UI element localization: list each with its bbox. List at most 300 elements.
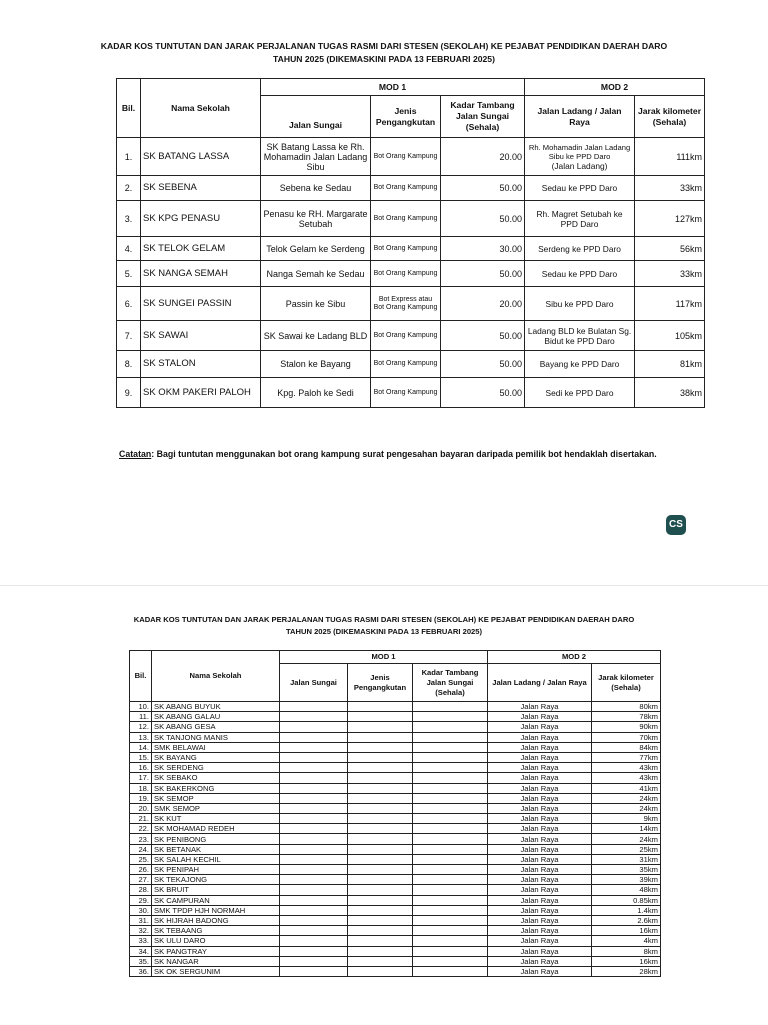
row-bil: 8. bbox=[117, 351, 141, 378]
row-jalan-sungai: Kpg. Paloh ke Sedi bbox=[261, 378, 371, 408]
p2-header-jalan-sungai: Jalan Sungai bbox=[280, 664, 348, 702]
p2-header-nama-sekolah: Nama Sekolah bbox=[152, 651, 280, 702]
row-jarak: 14km bbox=[592, 824, 661, 834]
row-nama-sekolah: SMK SEMOP bbox=[152, 803, 280, 813]
row-bil: 35. bbox=[130, 956, 152, 966]
row-jalan-sungai bbox=[280, 773, 348, 783]
row-bil: 28. bbox=[130, 885, 152, 895]
row-kadar-tambang bbox=[413, 752, 488, 762]
row-jalan-sungai bbox=[280, 885, 348, 895]
row-bil: 13. bbox=[130, 732, 152, 742]
row-jarak: 43km bbox=[592, 773, 661, 783]
row-bil: 31. bbox=[130, 915, 152, 925]
row-jenis-pengangkutan bbox=[348, 742, 413, 752]
row-bil: 15. bbox=[130, 752, 152, 762]
row-jalan-sungai bbox=[280, 752, 348, 762]
row-bil: 23. bbox=[130, 834, 152, 844]
row-kadar-tambang bbox=[413, 875, 488, 885]
row-jalan-sungai: Sebena ke Sedau bbox=[261, 176, 371, 201]
row-kadar-tambang bbox=[413, 814, 488, 824]
row-jalan-ladang: Jalan Raya bbox=[488, 875, 592, 885]
row-jenis-pengangkutan bbox=[348, 824, 413, 834]
row-jalan-sungai: Nanga Semah ke Sedau bbox=[261, 261, 371, 287]
table-row bbox=[130, 763, 661, 773]
row-nama-sekolah: SK BETANAK bbox=[152, 844, 280, 854]
row-nama-sekolah: SK ABANG GESA bbox=[152, 722, 280, 732]
row-jalan-sungai bbox=[280, 702, 348, 712]
row-jalan-ladang-route: Serdeng ke PPD Daro bbox=[538, 243, 621, 254]
row-jarak: 90km bbox=[592, 722, 661, 732]
row-jenis-pengangkutan: Bot Orang Kampung bbox=[371, 378, 441, 408]
row-nama-sekolah: SK PENIBONG bbox=[152, 834, 280, 844]
row-nama-sekolah: SK BRUIT bbox=[152, 885, 280, 895]
table-row bbox=[117, 321, 705, 351]
row-bil: 1. bbox=[117, 138, 141, 176]
row-jalan-ladang: Jalan Raya bbox=[488, 732, 592, 742]
row-kadar-tambang bbox=[413, 793, 488, 803]
row-jarak: 28km bbox=[592, 966, 661, 976]
row-jalan-ladang: Jalan Raya bbox=[488, 915, 592, 925]
header-jenis-pengangkutan: Jenis Pengangkutan bbox=[371, 96, 441, 138]
row-kadar-tambang: 20.00 bbox=[441, 138, 525, 176]
row-jarak: 4km bbox=[592, 936, 661, 946]
row-jalan-ladang: Jalan Raya bbox=[488, 834, 592, 844]
row-kadar-tambang bbox=[413, 803, 488, 813]
row-jalan-ladang-route: Ladang BLD ke Bulatan Sg. Bidut ke PPD Daro bbox=[527, 325, 632, 346]
row-jalan-sungai bbox=[280, 926, 348, 936]
row-jalan-ladang bbox=[525, 378, 635, 408]
row-kadar-tambang: 50.00 bbox=[441, 261, 525, 287]
row-jarak: 38km bbox=[635, 378, 705, 408]
row-jalan-sungai: SK Sawai ke Ladang BLD bbox=[261, 321, 371, 351]
row-jalan-ladang: Jalan Raya bbox=[488, 926, 592, 936]
row-bil: 14. bbox=[130, 742, 152, 752]
row-bil: 9. bbox=[117, 378, 141, 408]
row-bil: 34. bbox=[130, 946, 152, 956]
p2-header-jalan-ladang: Jalan Ladang / Jalan Raya bbox=[488, 664, 592, 702]
row-kadar-tambang bbox=[413, 763, 488, 773]
row-jalan-ladang bbox=[525, 261, 635, 287]
header-mod-2: MOD 2 bbox=[525, 79, 705, 96]
table-row bbox=[130, 875, 661, 885]
row-nama-sekolah: SK SUNGEI PASSIN bbox=[141, 287, 261, 321]
row-jalan-ladang bbox=[525, 287, 635, 321]
row-jenis-pengangkutan bbox=[348, 783, 413, 793]
row-jalan-ladang: Jalan Raya bbox=[488, 712, 592, 722]
row-jalan-ladang-route: Bayang ke PPD Daro bbox=[539, 359, 620, 369]
row-jalan-ladang: Jalan Raya bbox=[488, 824, 592, 834]
row-nama-sekolah: SK NANGA SEMAH bbox=[141, 261, 261, 287]
table-row bbox=[117, 138, 705, 176]
p2-header-jenis-pengangkutan: Jenis Pengangkutan bbox=[348, 664, 413, 702]
table-row bbox=[117, 261, 705, 287]
row-jalan-sungai bbox=[280, 763, 348, 773]
header-mod-1: MOD 1 bbox=[261, 79, 525, 96]
header-jarak: Jarak kilometer (Sehala) bbox=[635, 96, 705, 138]
row-nama-sekolah: SMK TPDP HJH NORMAH bbox=[152, 905, 280, 915]
row-jalan-ladang: Jalan Raya bbox=[488, 946, 592, 956]
row-jarak: 77km bbox=[592, 752, 661, 762]
row-kadar-tambang bbox=[413, 865, 488, 875]
row-nama-sekolah: SK TEKAJONG bbox=[152, 875, 280, 885]
row-jalan-sungai bbox=[280, 722, 348, 732]
row-nama-sekolah: SK KPG PENASU bbox=[141, 201, 261, 237]
row-jalan-ladang: Jalan Raya bbox=[488, 763, 592, 773]
row-jenis-pengangkutan bbox=[348, 834, 413, 844]
row-bil: 19. bbox=[130, 793, 152, 803]
row-jenis-pengangkutan bbox=[348, 722, 413, 732]
row-jalan-ladang: Jalan Raya bbox=[488, 905, 592, 915]
p2-header-kadar-tambang: Kadar Tambang Jalan Sungai (Sehala) bbox=[413, 664, 488, 702]
row-nama-sekolah: SK SALAH KECHIL bbox=[152, 854, 280, 864]
row-jalan-ladang: Jalan Raya bbox=[488, 783, 592, 793]
row-jarak: 111km bbox=[635, 138, 705, 176]
table-row bbox=[130, 722, 661, 732]
row-bil: 22. bbox=[130, 824, 152, 834]
row-kadar-tambang bbox=[413, 915, 488, 925]
header-bil: Bil. bbox=[117, 79, 141, 138]
header-jalan-sungai: Jalan Sungai bbox=[261, 96, 371, 138]
row-kadar-tambang bbox=[413, 834, 488, 844]
note bbox=[119, 449, 657, 459]
row-jalan-sungai: Stalon ke Bayang bbox=[261, 351, 371, 378]
row-jarak: 80km bbox=[592, 702, 661, 712]
table-row bbox=[130, 844, 661, 854]
table-row bbox=[130, 702, 661, 712]
row-jarak: 1.4km bbox=[592, 905, 661, 915]
row-kadar-tambang bbox=[413, 783, 488, 793]
row-kadar-tambang bbox=[413, 732, 488, 742]
row-nama-sekolah: SK OK SERGUNIM bbox=[152, 966, 280, 976]
row-jenis-pengangkutan bbox=[348, 854, 413, 864]
row-jalan-sungai bbox=[280, 793, 348, 803]
row-jalan-sungai: Passin ke Sibu bbox=[261, 287, 371, 321]
row-jenis-pengangkutan bbox=[348, 814, 413, 824]
row-jalan-sungai: SK Batang Lassa ke Rh. Mohamadin Jalan Ladang Sibu bbox=[261, 138, 371, 176]
row-jenis-pengangkutan bbox=[348, 885, 413, 895]
row-nama-sekolah: SK TANJONG MANIS bbox=[152, 732, 280, 742]
row-bil: 26. bbox=[130, 865, 152, 875]
row-bil: 21. bbox=[130, 814, 152, 824]
table-row bbox=[130, 885, 661, 895]
page-2-title bbox=[0, 614, 768, 638]
row-jalan-ladang-route: Sedau ke PPD Daro bbox=[541, 183, 618, 193]
row-kadar-tambang: 50.00 bbox=[441, 378, 525, 408]
row-jalan-ladang: Jalan Raya bbox=[488, 702, 592, 712]
claims-table-mod bbox=[116, 78, 705, 408]
p2-header-jarak: Jarak kilometer (Sehala) bbox=[592, 664, 661, 702]
row-jalan-ladang: Jalan Raya bbox=[488, 865, 592, 875]
row-jalan-ladang: Jalan Raya bbox=[488, 885, 592, 895]
row-kadar-tambang: 50.00 bbox=[441, 176, 525, 201]
row-jenis-pengangkutan bbox=[348, 895, 413, 905]
row-jalan-ladang: Jalan Raya bbox=[488, 895, 592, 905]
row-jarak: 24km bbox=[592, 834, 661, 844]
row-jarak: 56km bbox=[635, 237, 705, 261]
table-row bbox=[130, 814, 661, 824]
row-jenis-pengangkutan: Bot Orang Kampung bbox=[371, 261, 441, 287]
row-bil: 32. bbox=[130, 926, 152, 936]
row-bil: 25. bbox=[130, 854, 152, 864]
row-kadar-tambang bbox=[413, 854, 488, 864]
row-jalan-ladang bbox=[525, 176, 635, 201]
table-row bbox=[130, 865, 661, 875]
note-text: : Bagi tuntutan menggunakan bot orang kampung surat pengesahan bayaran daripada pemilik bot hendaklah disertakan. bbox=[151, 449, 657, 459]
row-jarak: 35km bbox=[592, 865, 661, 875]
row-bil: 5. bbox=[117, 261, 141, 287]
row-jarak: 39km bbox=[592, 875, 661, 885]
title-line-1: KADAR KOS TUNTUTAN DAN JARAK PERJALANAN TUGAS RASMI DARI STESEN (SEKOLAH) KE PEJABAT PENDIDIKAN DAERAH DARO bbox=[100, 41, 668, 51]
table-row bbox=[130, 742, 661, 752]
row-nama-sekolah: SK TEBAANG bbox=[152, 926, 280, 936]
row-nama-sekolah: SK CAMPURAN bbox=[152, 895, 280, 905]
row-bil: 36. bbox=[130, 966, 152, 976]
table-row bbox=[130, 966, 661, 976]
row-jalan-ladang bbox=[525, 201, 635, 237]
row-kadar-tambang bbox=[413, 946, 488, 956]
table-row bbox=[117, 201, 705, 237]
row-kadar-tambang bbox=[413, 702, 488, 712]
table-row bbox=[130, 915, 661, 925]
row-jalan-ladang-route: Sibu ke PPD Daro bbox=[545, 298, 614, 309]
row-kadar-tambang bbox=[413, 966, 488, 976]
row-bil: 4. bbox=[117, 237, 141, 261]
row-jenis-pengangkutan: Bot Express atau Bot Orang Kampung bbox=[371, 287, 441, 321]
row-jenis-pengangkutan bbox=[348, 946, 413, 956]
row-bil: 17. bbox=[130, 773, 152, 783]
row-jarak: 127km bbox=[635, 201, 705, 237]
table-row bbox=[130, 926, 661, 936]
row-jarak: 16km bbox=[592, 956, 661, 966]
row-jalan-sungai bbox=[280, 854, 348, 864]
row-jalan-ladang-route: Rh. Magret Setubah ke PPD Daro bbox=[536, 208, 623, 229]
row-jenis-pengangkutan bbox=[348, 875, 413, 885]
row-bil: 20. bbox=[130, 803, 152, 813]
row-jalan-ladang: Jalan Raya bbox=[488, 814, 592, 824]
table-row bbox=[130, 936, 661, 946]
row-kadar-tambang bbox=[413, 722, 488, 732]
row-kadar-tambang bbox=[413, 905, 488, 915]
table-row bbox=[130, 895, 661, 905]
row-nama-sekolah: SK PANGTRAY bbox=[152, 946, 280, 956]
row-bil: 27. bbox=[130, 875, 152, 885]
row-jalan-ladang: Jalan Raya bbox=[488, 793, 592, 803]
row-jalan-ladang: Jalan Raya bbox=[488, 742, 592, 752]
row-jarak: 70km bbox=[592, 732, 661, 742]
row-jenis-pengangkutan: Bot Orang Kampung bbox=[371, 138, 441, 176]
row-jalan-sungai bbox=[280, 732, 348, 742]
row-kadar-tambang: 50.00 bbox=[441, 351, 525, 378]
header-nama-sekolah: Nama Sekolah bbox=[141, 79, 261, 138]
row-jalan-sungai bbox=[280, 936, 348, 946]
row-jarak: 24km bbox=[592, 793, 661, 803]
table-row bbox=[130, 824, 661, 834]
row-bil: 10. bbox=[130, 702, 152, 712]
row-jalan-sungai bbox=[280, 814, 348, 824]
row-jenis-pengangkutan: Bot Orang Kampung bbox=[371, 176, 441, 201]
row-jalan-ladang: Jalan Raya bbox=[488, 773, 592, 783]
document-page-2 bbox=[0, 585, 768, 1025]
row-nama-sekolah: SK KUT bbox=[152, 814, 280, 824]
row-bil: 33. bbox=[130, 936, 152, 946]
title-2-line-2: TAHUN 2025 (DIKEMASKINI PADA 13 FEBRUARI 2025) bbox=[285, 627, 483, 636]
p2-header-mod-1: MOD 1 bbox=[280, 651, 488, 664]
table-row bbox=[130, 834, 661, 844]
row-jarak: 25km bbox=[592, 844, 661, 854]
row-jenis-pengangkutan bbox=[348, 844, 413, 854]
row-jarak: 117km bbox=[635, 287, 705, 321]
table-row bbox=[117, 378, 705, 408]
row-nama-sekolah: SK STALON bbox=[141, 351, 261, 378]
row-jarak: 24km bbox=[592, 803, 661, 813]
row-jenis-pengangkutan bbox=[348, 732, 413, 742]
row-jenis-pengangkutan bbox=[348, 915, 413, 925]
table-row bbox=[130, 854, 661, 864]
row-nama-sekolah: SK NANGAR bbox=[152, 956, 280, 966]
camscanner-logo-icon: CS bbox=[666, 515, 686, 535]
row-nama-sekolah: SK MOHAMAD REDEH bbox=[152, 824, 280, 834]
row-kadar-tambang bbox=[413, 844, 488, 854]
row-jarak: 43km bbox=[592, 763, 661, 773]
row-jalan-ladang-route: Rh. Mohamadin Jalan Ladang Sibu ke PPD Daro bbox=[528, 142, 631, 161]
row-kadar-tambang bbox=[413, 824, 488, 834]
row-nama-sekolah: SK TELOK GELAM bbox=[141, 237, 261, 261]
table-row bbox=[117, 287, 705, 321]
row-jalan-sungai bbox=[280, 905, 348, 915]
row-jalan-sungai bbox=[280, 844, 348, 854]
row-jenis-pengangkutan: Bot Orang Kampung bbox=[371, 201, 441, 237]
row-jarak: 84km bbox=[592, 742, 661, 752]
row-jarak: 31km bbox=[592, 854, 661, 864]
row-nama-sekolah: SK BAKERKONG bbox=[152, 783, 280, 793]
row-jalan-sungai bbox=[280, 834, 348, 844]
row-jarak: 48km bbox=[592, 885, 661, 895]
row-jalan-ladang-extra: (Jalan Ladang) bbox=[551, 160, 608, 171]
title-line-2: TAHUN 2025 (DIKEMASKINI PADA 13 FEBRUARI 2025) bbox=[273, 54, 495, 64]
row-jenis-pengangkutan: Bot Orang Kampung bbox=[371, 321, 441, 351]
row-jenis-pengangkutan bbox=[348, 956, 413, 966]
row-jalan-ladang: Jalan Raya bbox=[488, 803, 592, 813]
row-bil: 30. bbox=[130, 905, 152, 915]
row-kadar-tambang bbox=[413, 742, 488, 752]
row-jalan-ladang: Jalan Raya bbox=[488, 854, 592, 864]
row-jalan-ladang-route: Sedi ke PPD Daro bbox=[545, 387, 614, 398]
row-jenis-pengangkutan bbox=[348, 905, 413, 915]
row-jalan-sungai bbox=[280, 803, 348, 813]
row-kadar-tambang bbox=[413, 895, 488, 905]
table-row bbox=[130, 752, 661, 762]
p2-header-mod-2: MOD 2 bbox=[488, 651, 661, 664]
title-2-line-1: KADAR KOS TUNTUTAN DAN JARAK PERJALANAN TUGAS RASMI DARI STESEN (SEKOLAH) KE PEJABAT PENDIDIKAN DAERAH DARO bbox=[133, 615, 635, 624]
row-jalan-sungai bbox=[280, 915, 348, 925]
row-kadar-tambang: 50.00 bbox=[441, 321, 525, 351]
row-bil: 16. bbox=[130, 763, 152, 773]
row-nama-sekolah: SK SEMOP bbox=[152, 793, 280, 803]
row-bil: 6. bbox=[117, 287, 141, 321]
claims-table-jalan-raya bbox=[129, 650, 661, 977]
row-nama-sekolah: SK SEBAKO bbox=[152, 773, 280, 783]
row-nama-sekolah: SMK BELAWAI bbox=[152, 742, 280, 752]
row-kadar-tambang bbox=[413, 712, 488, 722]
row-jarak: 78km bbox=[592, 712, 661, 722]
row-kadar-tambang bbox=[413, 773, 488, 783]
row-jenis-pengangkutan bbox=[348, 793, 413, 803]
row-nama-sekolah: SK SEBENA bbox=[141, 176, 261, 201]
row-bil: 7. bbox=[117, 321, 141, 351]
table-row bbox=[117, 237, 705, 261]
row-jalan-ladang bbox=[525, 351, 635, 378]
row-bil: 29. bbox=[130, 895, 152, 905]
row-jalan-sungai bbox=[280, 875, 348, 885]
row-jenis-pengangkutan bbox=[348, 773, 413, 783]
row-nama-sekolah: SK HIJRAH BADONG bbox=[152, 915, 280, 925]
row-jarak: 105km bbox=[635, 321, 705, 351]
row-jalan-sungai bbox=[280, 712, 348, 722]
table-row bbox=[130, 793, 661, 803]
row-kadar-tambang: 30.00 bbox=[441, 237, 525, 261]
row-bil: 11. bbox=[130, 712, 152, 722]
row-jalan-sungai bbox=[280, 783, 348, 793]
row-jalan-sungai: Penasu ke RH. Margarate Setubah bbox=[261, 201, 371, 237]
row-kadar-tambang bbox=[413, 885, 488, 895]
row-jenis-pengangkutan bbox=[348, 752, 413, 762]
row-jarak: 81km bbox=[635, 351, 705, 378]
row-jenis-pengangkutan bbox=[348, 865, 413, 875]
row-jalan-ladang: Jalan Raya bbox=[488, 722, 592, 732]
page-title bbox=[0, 40, 768, 66]
row-bil: 12. bbox=[130, 722, 152, 732]
row-jalan-ladang: Jalan Raya bbox=[488, 966, 592, 976]
row-jenis-pengangkutan bbox=[348, 926, 413, 936]
row-jalan-ladang bbox=[525, 237, 635, 261]
row-jarak: 9km bbox=[592, 814, 661, 824]
table-row bbox=[130, 956, 661, 966]
row-jalan-sungai: Telok Gelam ke Serdeng bbox=[261, 237, 371, 261]
table-row bbox=[130, 732, 661, 742]
row-kadar-tambang bbox=[413, 926, 488, 936]
row-jalan-ladang: Jalan Raya bbox=[488, 936, 592, 946]
row-jarak: 0.85km bbox=[592, 895, 661, 905]
row-jalan-ladang: Jalan Raya bbox=[488, 844, 592, 854]
row-jenis-pengangkutan bbox=[348, 803, 413, 813]
row-nama-sekolah: SK PENIPAH bbox=[152, 865, 280, 875]
row-nama-sekolah: SK ABANG GALAU bbox=[152, 712, 280, 722]
row-jarak: 41km bbox=[592, 783, 661, 793]
row-jalan-ladang bbox=[525, 138, 635, 176]
row-jarak: 16km bbox=[592, 926, 661, 936]
note-label: Catatan bbox=[119, 449, 152, 459]
row-jenis-pengangkutan bbox=[348, 936, 413, 946]
row-nama-sekolah: SK SAWAI bbox=[141, 321, 261, 351]
table-row bbox=[130, 803, 661, 813]
row-nama-sekolah: SK SERDENG bbox=[152, 763, 280, 773]
row-nama-sekolah: SK OKM PAKERI PALOH bbox=[141, 378, 261, 408]
row-jenis-pengangkutan: Bot Orang Kampung bbox=[371, 351, 441, 378]
row-jalan-ladang: Jalan Raya bbox=[488, 752, 592, 762]
row-kadar-tambang bbox=[413, 956, 488, 966]
header-kadar-tambang: Kadar Tambang Jalan Sungai (Sehala) bbox=[441, 96, 525, 138]
row-kadar-tambang: 20.00 bbox=[441, 287, 525, 321]
row-jalan-sungai bbox=[280, 946, 348, 956]
row-bil: 18. bbox=[130, 783, 152, 793]
row-jenis-pengangkutan bbox=[348, 966, 413, 976]
row-jalan-ladang bbox=[525, 321, 635, 351]
row-jarak: 33km bbox=[635, 176, 705, 201]
row-jenis-pengangkutan bbox=[348, 702, 413, 712]
header-jalan-ladang: Jalan Ladang / Jalan Raya bbox=[525, 96, 635, 138]
row-jalan-sungai bbox=[280, 966, 348, 976]
row-nama-sekolah: SK ULU DARO bbox=[152, 936, 280, 946]
